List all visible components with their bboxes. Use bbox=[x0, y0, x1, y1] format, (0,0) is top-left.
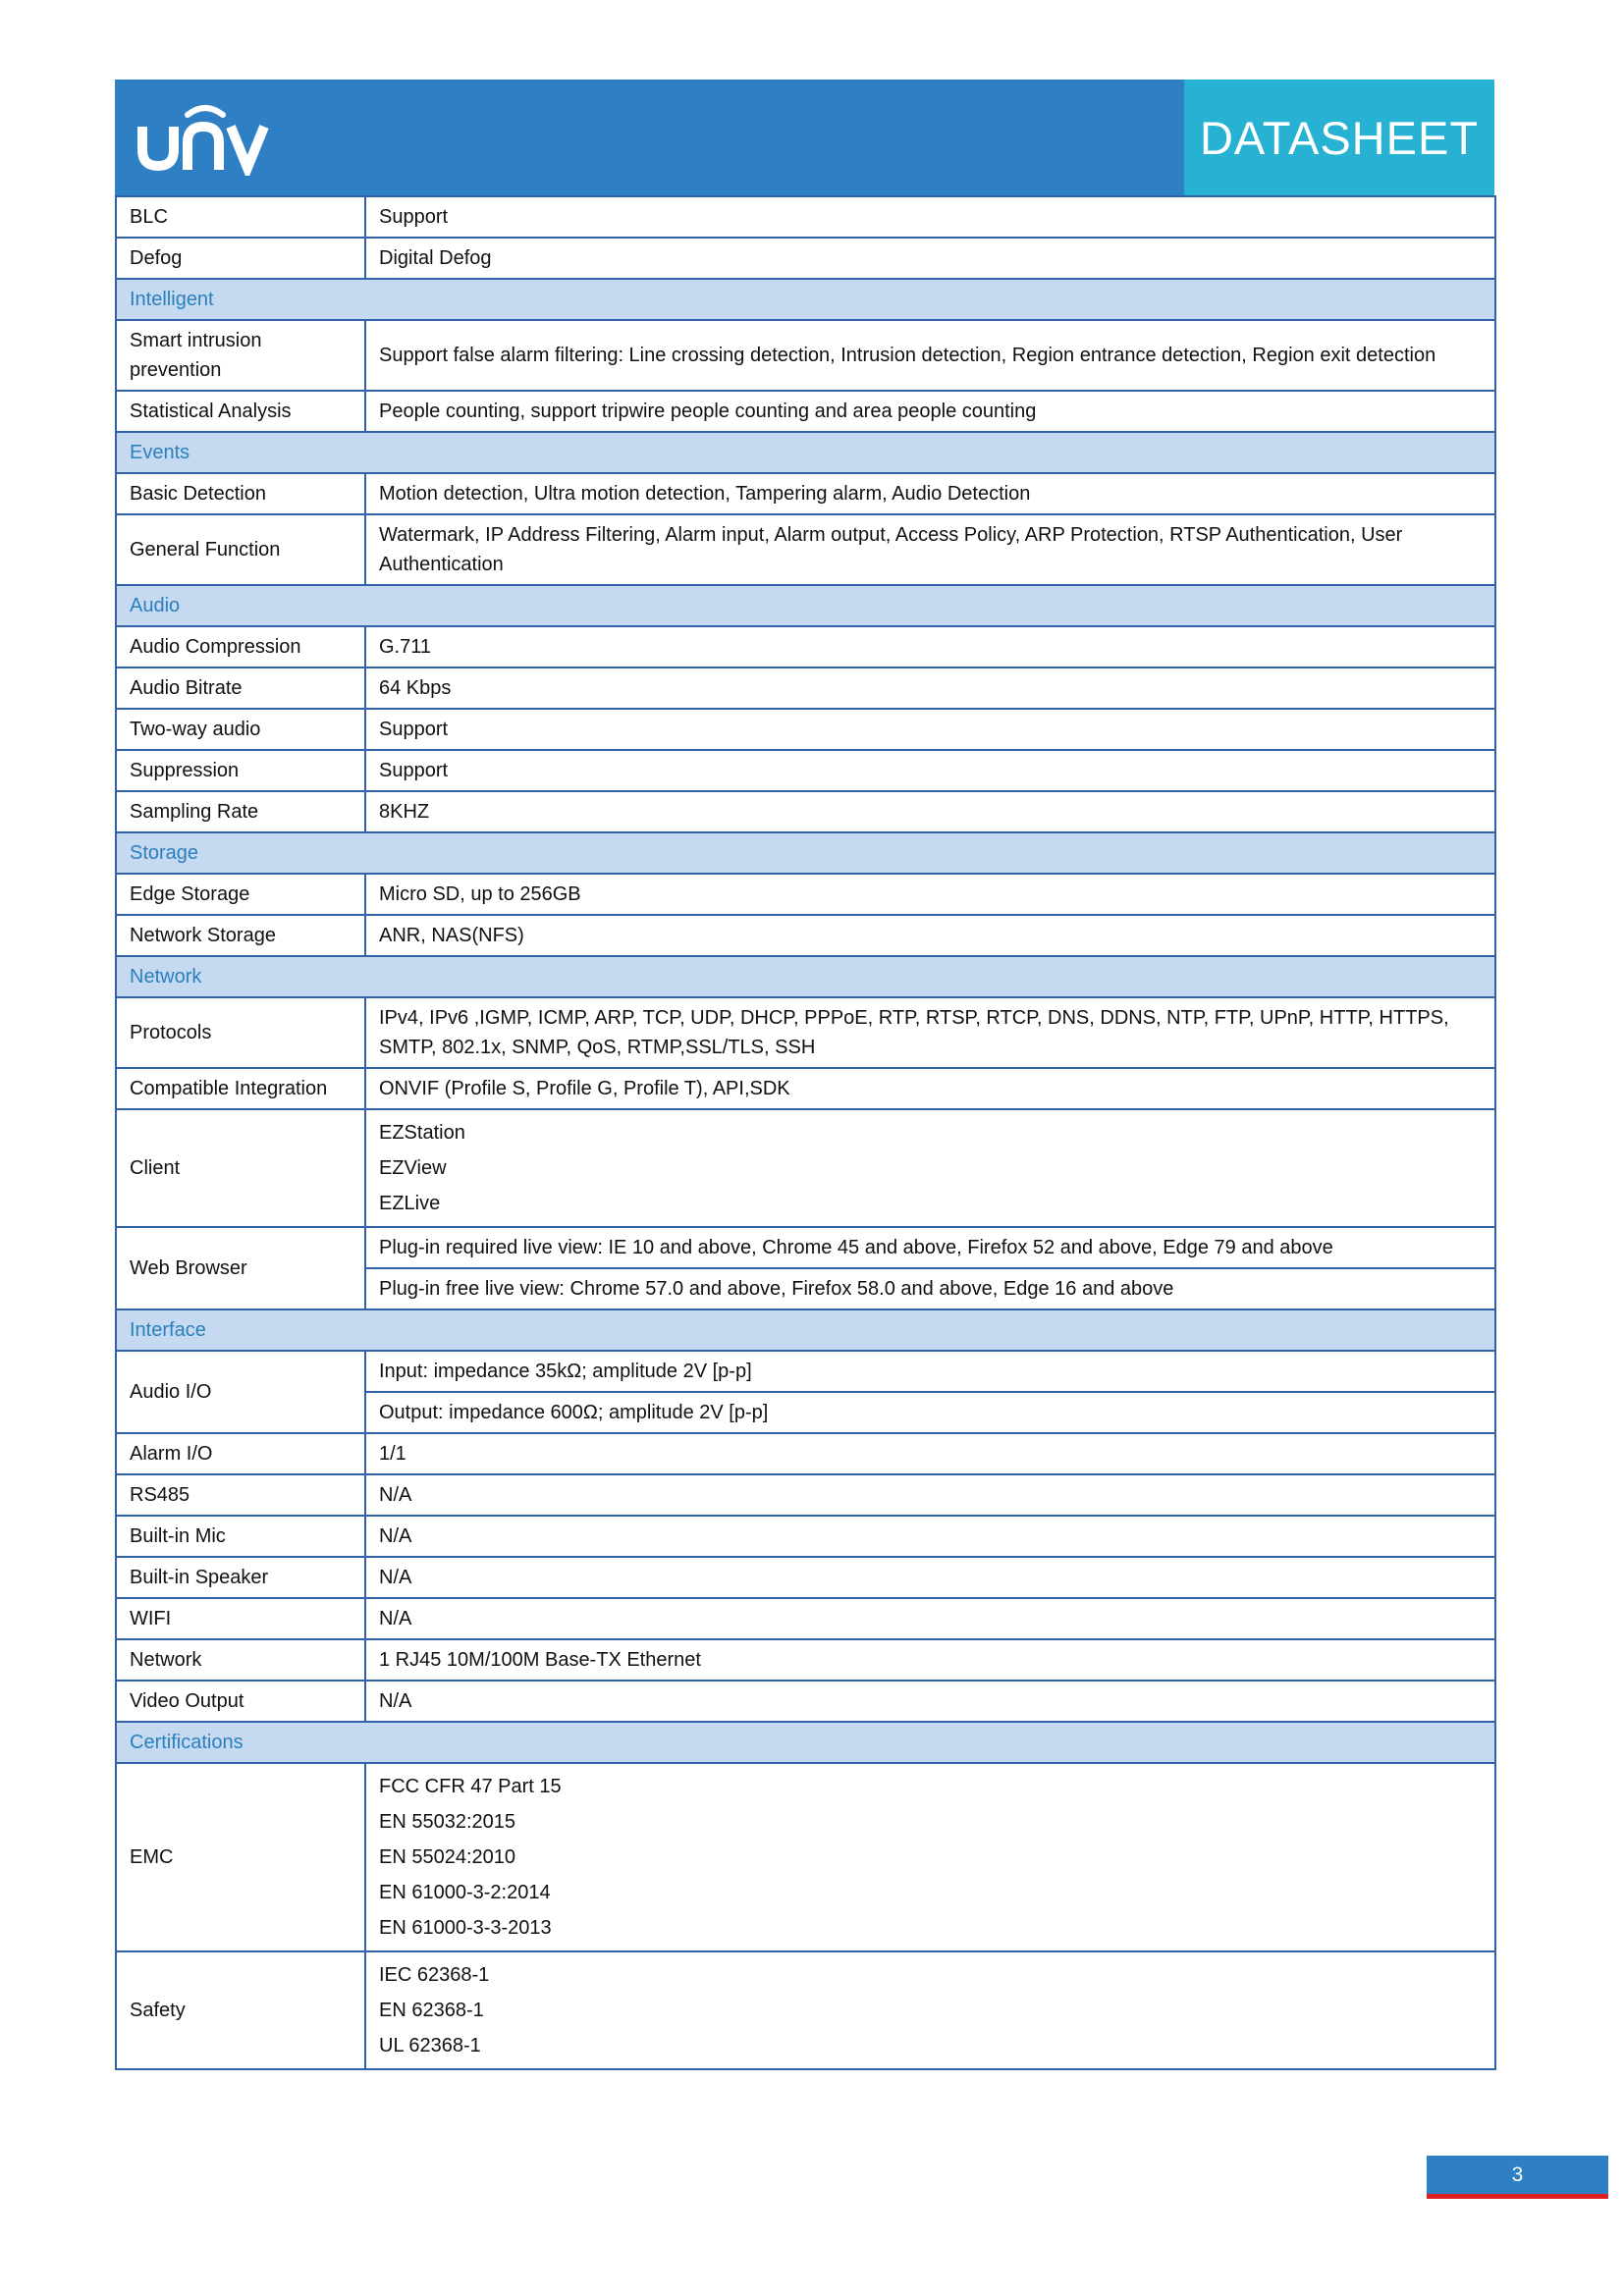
table-row bbox=[116, 667, 1495, 709]
row-value bbox=[365, 1951, 1495, 2069]
row-label: Edge Storage bbox=[116, 874, 365, 915]
table-row bbox=[116, 997, 1495, 1068]
table-row bbox=[116, 196, 1495, 238]
section-header-certifications bbox=[116, 1722, 1495, 1763]
row-label: Defog bbox=[116, 238, 365, 279]
row-value: Plug-in free live view: Chrome 57.0 and above, Firefox 58.0 and above, Edge 16 and above bbox=[365, 1268, 1495, 1309]
list-item: IEC 62368-1 bbox=[379, 1964, 490, 1986]
list-item: EZView bbox=[379, 1157, 447, 1179]
row-value: N/A bbox=[365, 1516, 1495, 1557]
row-label: Built-in Speaker bbox=[116, 1557, 365, 1598]
table-row bbox=[116, 791, 1495, 832]
row-label: Basic Detection bbox=[116, 473, 365, 514]
table-row bbox=[116, 1433, 1495, 1474]
row-value: People counting, support tripwire people counting and area people counting bbox=[365, 391, 1495, 432]
row-label: Audio Compression bbox=[116, 626, 365, 667]
row-label: Sampling Rate bbox=[116, 791, 365, 832]
row-value: N/A bbox=[365, 1474, 1495, 1516]
table-row bbox=[116, 1763, 1495, 1951]
table-row bbox=[116, 709, 1495, 750]
row-label: Safety bbox=[116, 1951, 365, 2069]
row-label: Two-way audio bbox=[116, 709, 365, 750]
row-label: Compatible Integration bbox=[116, 1068, 365, 1109]
row-label: Network bbox=[116, 1639, 365, 1681]
row-label: Suppression bbox=[116, 750, 365, 791]
row-value: Support false alarm filtering: Line crossing detection, Intrusion detection, Region entrance detection, Region exit detection bbox=[365, 320, 1495, 391]
row-value: IPv4, IPv6 ,IGMP, ICMP, ARP, TCP, UDP, DHCP, PPPoE, RTP, RTSP, RTCP, DNS, DDNS, NTP, FTP, UPnP, HTTP, HTTPS, SMTP, 802.1x, SNMP, QoS, RTMP,SSL/TLS, SSH bbox=[365, 997, 1495, 1068]
datasheet-badge: DATASHEET bbox=[1184, 80, 1494, 195]
row-label: Network Storage bbox=[116, 915, 365, 956]
section-header-interface bbox=[116, 1309, 1495, 1351]
row-value: Watermark, IP Address Filtering, Alarm input, Alarm output, Access Policy, ARP Protection, RTSP Authentication, User Authentication bbox=[365, 514, 1495, 585]
row-label: Audio Bitrate bbox=[116, 667, 365, 709]
section-title: Intelligent bbox=[116, 279, 1495, 320]
section-header-audio bbox=[116, 585, 1495, 626]
row-label: Client bbox=[116, 1109, 365, 1227]
section-title: Events bbox=[116, 432, 1495, 473]
page-header bbox=[115, 80, 1494, 195]
page-number: 3 bbox=[1427, 2156, 1608, 2199]
row-label: WIFI bbox=[116, 1598, 365, 1639]
row-value: N/A bbox=[365, 1598, 1495, 1639]
list-item: EN 61000-3-3-2013 bbox=[379, 1917, 552, 1939]
list-item: EZStation bbox=[379, 1122, 465, 1144]
row-value bbox=[365, 1109, 1495, 1227]
row-value: 1/1 bbox=[365, 1433, 1495, 1474]
row-value: 8KHZ bbox=[365, 791, 1495, 832]
row-label: Smart intrusion prevention bbox=[116, 320, 365, 391]
row-value: Support bbox=[365, 750, 1495, 791]
row-label: Alarm I/O bbox=[116, 1433, 365, 1474]
row-label: Built-in Mic bbox=[116, 1516, 365, 1557]
table-row bbox=[116, 626, 1495, 667]
row-value: Digital Defog bbox=[365, 238, 1495, 279]
section-title: Audio bbox=[116, 585, 1495, 626]
row-value: ANR, NAS(NFS) bbox=[365, 915, 1495, 956]
row-value: Plug-in required live view: IE 10 and above, Chrome 45 and above, Firefox 52 and above, Edge 79 and above bbox=[365, 1227, 1495, 1268]
row-label: RS485 bbox=[116, 1474, 365, 1516]
row-value: 1 RJ45 10M/100M Base-TX Ethernet bbox=[365, 1639, 1495, 1681]
table-row bbox=[116, 320, 1495, 391]
section-title: Interface bbox=[116, 1309, 1495, 1351]
row-label: Audio I/O bbox=[116, 1351, 365, 1433]
table-row bbox=[116, 750, 1495, 791]
table-row bbox=[116, 1598, 1495, 1639]
table-row bbox=[116, 1639, 1495, 1681]
row-value: Output: impedance 600Ω; amplitude 2V [p-p] bbox=[365, 1392, 1495, 1433]
row-label: Video Output bbox=[116, 1681, 365, 1722]
table-row bbox=[116, 1557, 1495, 1598]
row-label: General Function bbox=[116, 514, 365, 585]
table-row bbox=[116, 391, 1495, 432]
list-item: EN 62368-1 bbox=[379, 2000, 484, 2021]
list-item: UL 62368-1 bbox=[379, 2035, 481, 2056]
section-header-events bbox=[116, 432, 1495, 473]
row-value: 64 Kbps bbox=[365, 667, 1495, 709]
table-row bbox=[116, 1681, 1495, 1722]
list-item: EN 61000-3-2:2014 bbox=[379, 1882, 551, 1903]
row-label: Web Browser bbox=[116, 1227, 365, 1309]
row-value: ONVIF (Profile S, Profile G, Profile T), API,SDK bbox=[365, 1068, 1495, 1109]
section-header-network bbox=[116, 956, 1495, 997]
table-row bbox=[116, 1474, 1495, 1516]
unv-logo-icon bbox=[133, 101, 280, 176]
table-row bbox=[116, 1109, 1495, 1227]
table-row bbox=[116, 1227, 1495, 1268]
row-value: Micro SD, up to 256GB bbox=[365, 874, 1495, 915]
table-row bbox=[116, 915, 1495, 956]
table-row bbox=[116, 1516, 1495, 1557]
table-row bbox=[116, 1951, 1495, 2069]
row-label: Statistical Analysis bbox=[116, 391, 365, 432]
table-row bbox=[116, 874, 1495, 915]
section-title: Storage bbox=[116, 832, 1495, 874]
row-label: EMC bbox=[116, 1763, 365, 1951]
row-value: Support bbox=[365, 196, 1495, 238]
list-item: EN 55024:2010 bbox=[379, 1846, 516, 1868]
spec-table bbox=[115, 195, 1496, 2070]
row-label: Protocols bbox=[116, 997, 365, 1068]
row-value: N/A bbox=[365, 1681, 1495, 1722]
table-row bbox=[116, 238, 1495, 279]
section-header-intelligent bbox=[116, 279, 1495, 320]
table-row bbox=[116, 514, 1495, 585]
table-row bbox=[116, 1068, 1495, 1109]
row-value: Support bbox=[365, 709, 1495, 750]
row-value: Motion detection, Ultra motion detection, Tampering alarm, Audio Detection bbox=[365, 473, 1495, 514]
section-title: Network bbox=[116, 956, 1495, 997]
row-label: BLC bbox=[116, 196, 365, 238]
list-item: FCC CFR 47 Part 15 bbox=[379, 1776, 562, 1797]
table-row bbox=[116, 473, 1495, 514]
row-value: Input: impedance 35kΩ; amplitude 2V [p-p] bbox=[365, 1351, 1495, 1392]
row-value: G.711 bbox=[365, 626, 1495, 667]
table-row bbox=[116, 1351, 1495, 1392]
row-value: N/A bbox=[365, 1557, 1495, 1598]
list-item: EN 55032:2015 bbox=[379, 1811, 516, 1833]
list-item: EZLive bbox=[379, 1193, 441, 1214]
row-value bbox=[365, 1763, 1495, 1951]
section-title: Certifications bbox=[116, 1722, 1495, 1763]
section-header-storage bbox=[116, 832, 1495, 874]
